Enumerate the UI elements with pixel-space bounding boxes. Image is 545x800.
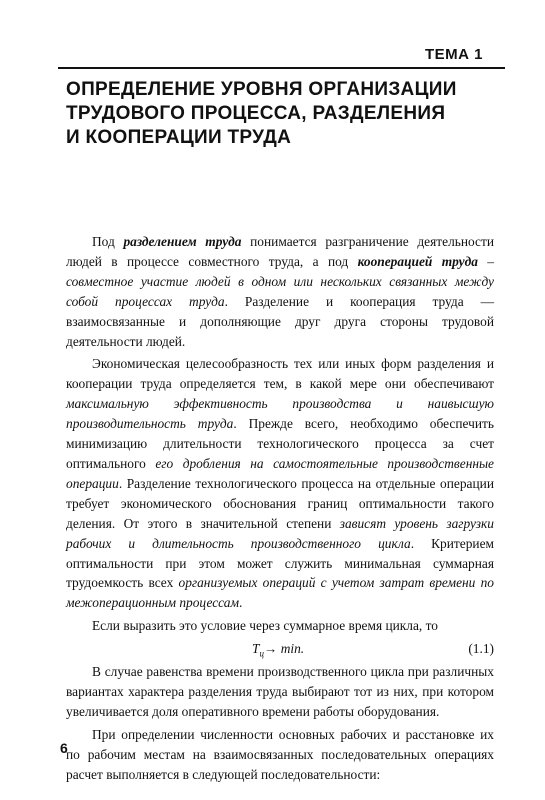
body-text (66, 232, 494, 788)
title-line: ОПРЕДЕЛЕНИЕ УРОВНЯ ОРГАНИЗАЦИИ (66, 79, 457, 100)
title-line: И КООПЕРАЦИИ ТРУДА (66, 127, 292, 148)
page-number: 6 (60, 740, 68, 756)
chapter-title (66, 78, 506, 150)
paragraph-economic-feasibility: Экономическая целесообразность тех или иных форм разделения и кооперации труда определяется тем, в какой мере они обеспечивают максимальную эффективность производства и наивысшую производительность труда. Прежде всего, необходимо обеспечить минимизацию длительности технологического процесса за счет оптимального его дробления на самостоятельные производственные операции. Разделение технологического процесса на отдельные операции требует экономического обоснования границ оптимальности такого деления. От этого в значительной степени зависят уровень загрузки рабочих и длительность производственного цикла. Критерием оптимальности при этом может служить минимальная суммарная трудоемкость всех организуемых операций с учетом затрат времени по межоперационным процессам. (66, 356, 494, 611)
paragraph-condition: Если выразить это условие через суммарное время цикла, то (92, 618, 438, 634)
formula: $T_ц\to \min$. (252, 641, 305, 659)
topic-label: ТЕМА 1 (425, 46, 484, 63)
header-rule (58, 67, 505, 69)
term-division-of-labor: разделением труда (123, 234, 242, 249)
formula-row (66, 639, 494, 659)
definition-emphasis: совместное участие людей в одном или нескольких связанных между собой процессах труда (66, 273, 494, 309)
paragraph-headcount: При определении численности основных рабочих и расстановке их по рабочим местам на взаимосвязанных последовательных операциях расчет выполняется в следующей последовательности: (66, 726, 494, 782)
paragraph-division-of-labor: Под разделением труда понимается разграничение деятельности людей в процессе совместного труда, а под кооперацией труда – совместное участие людей в одном или нескольких связанных между собой процессах труда. Разделение и кооперация труда — взаимосвязанные и дополняющие друг друга стороны трудовой деятельности людей. (66, 234, 495, 349)
formula-number: (1.1) (468, 641, 494, 657)
term-cooperation-of-labor: кооперацией труда (357, 253, 478, 269)
paragraph-equal-cycle: В случае равенства времени производственного цикла при различных вариантах характера разделения труда выбирают тот из них, при котором увеличивается доля оперативного времени работы оборудования. (66, 664, 494, 719)
title-line: ТРУДОВОГО ПРОЦЕССА, РАЗДЕЛЕНИЯ (66, 103, 446, 124)
